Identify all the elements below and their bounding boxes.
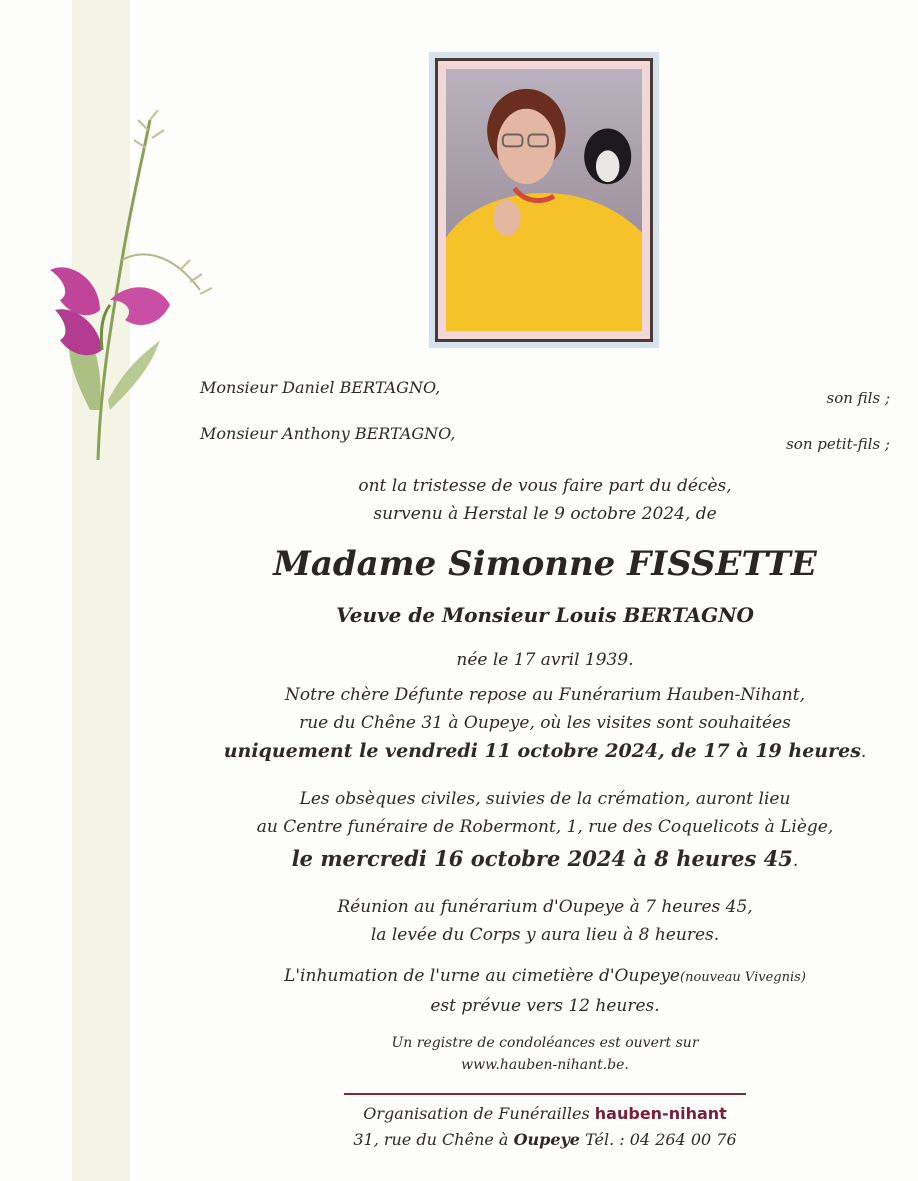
family-member-name: Monsieur Anthony BERTAGNO, [200, 424, 456, 443]
period: . [792, 851, 799, 871]
visitation-block [190, 681, 900, 766]
period: . [860, 742, 867, 762]
visitation-line: rue du Chêne 31 à Oupeye, où les visites sont souhaitées [299, 713, 791, 733]
org-label: Organisation de Funérailles [363, 1104, 590, 1123]
family-member-relation: son petit-fils ; [786, 435, 890, 453]
visitation-line: Notre chère Défunte repose au Funérarium Hauben-Nihant, [285, 685, 805, 705]
meeting-line: la levée du Corps y aura lieu à 8 heures. [370, 925, 720, 945]
footer-divider [344, 1093, 746, 1095]
announcement-line: ont la tristesse de vous faire part du décès, [358, 476, 732, 496]
address-prefix: 31, rue du Chêne à [353, 1130, 509, 1149]
footer-organisation [300, 1104, 790, 1123]
funeral-date [190, 845, 900, 875]
burial-line [190, 962, 900, 992]
portrait-frame [429, 52, 659, 348]
announcement [250, 472, 840, 528]
register-website: www.hauben-nihant.be. [461, 1057, 629, 1073]
funeral-block [190, 785, 900, 875]
visitation-date-text: uniquement le vendredi 11 octobre 2024, de 17 à 19 heures [223, 740, 861, 762]
footer-address [300, 1130, 790, 1149]
brand-logo: hauben-nihant [594, 1104, 727, 1123]
burial-text: L'inhumation de l'urne au cimetière d'Oupeye [284, 966, 680, 986]
register-line: Un registre de condoléances est ouvert sur [391, 1035, 699, 1051]
meeting-line: Réunion au funérarium d'Oupeye à 7 heures 45, [337, 897, 753, 917]
lily-flower-illustration [30, 110, 220, 470]
phone: Tél. : 04 264 00 76 [585, 1130, 737, 1149]
register-block [190, 1032, 900, 1076]
birth-date: née le 17 avril 1939. [456, 650, 634, 670]
address-city: Oupeye [513, 1130, 580, 1149]
deceased-name: Madame Simonne FISSETTE [273, 544, 817, 584]
funeral-line: Les obsèques civiles, suivies de la crémation, auront lieu [299, 789, 791, 809]
burial-block [190, 962, 900, 1020]
family-member-relation: son fils ; [826, 389, 890, 407]
portrait-photo [446, 69, 642, 331]
burial-line: est prévue vers 12 heures. [430, 996, 660, 1016]
family-member-name: Monsieur Daniel BERTAGNO, [200, 378, 441, 397]
meeting-block [190, 893, 900, 949]
funeral-date-text: le mercredi 16 octobre 2024 à 8 heures 45 [291, 846, 793, 871]
funeral-line: au Centre funéraire de Robermont, 1, rue des Coquelicots à Liège, [256, 817, 834, 837]
burial-note: (nouveau Vivegnis) [680, 970, 806, 985]
widow-of: Veuve de Monsieur Louis BERTAGNO [336, 603, 754, 627]
visitation-date [190, 737, 900, 766]
announcement-line: survenu à Herstal le 9 octobre 2024, de [373, 504, 717, 524]
